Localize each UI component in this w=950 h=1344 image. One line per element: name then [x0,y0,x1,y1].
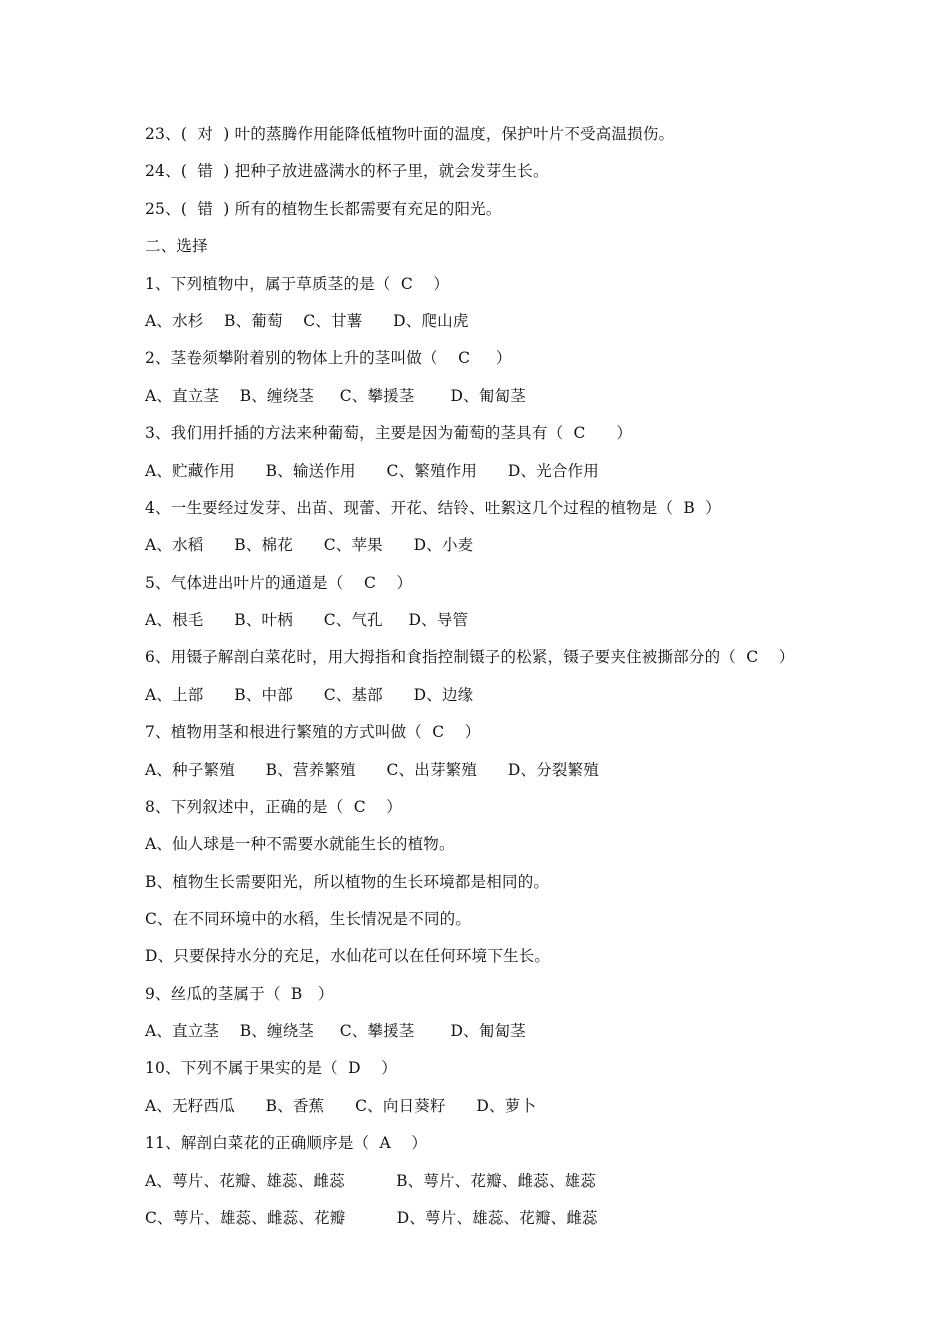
options-3: A、贮藏作用 B、输送作用 C、繁殖作用 D、光合作用 [145,462,599,480]
true-false-item-23: 23、( 对 ) 叶的蒸腾作用能降低植物叶面的温度，保护叶片不受高温损伤。 [145,125,675,143]
option-8d: D、只要保持水分的充足，水仙花可以在任何环境下生长。 [145,947,551,965]
question-9: 9、丝瓜的茎属于（ B ） [145,985,334,1003]
question-11: 11、解剖白菜花的正确顺序是（ A ） [145,1134,428,1152]
options-5: A、根毛 B、叶柄 C、气孔 D、导管 [145,611,469,629]
option-8b: B、植物生长需要阳光，所以植物的生长环境都是相同的。 [145,873,550,891]
option-8c: C、在不同环境中的水稻，生长情况是不同的。 [145,910,472,928]
true-false-item-25: 25、( 错 ) 所有的植物生长都需要有充足的阳光。 [145,200,502,218]
options-1: A、水杉 B、葡萄 C、甘薯 D、爬山虎 [145,312,469,330]
options-2: A、直立茎 B、缠绕茎 C、攀援茎 D、匍匐茎 [145,387,526,405]
options-7: A、种子繁殖 B、营养繁殖 C、出芽繁殖 D、分裂繁殖 [145,761,599,779]
question-10: 10、下列不属于果实的是（ D ） [145,1059,397,1077]
section-heading-choice: 二、选择 [145,237,208,255]
question-3: 3、我们用扦插的方法来种葡萄，主要是因为葡萄的茎具有（ C ） [145,424,633,442]
question-7: 7、植物用茎和根进行繁殖的方式叫做（ C ） [145,723,481,741]
question-8: 8、下列叙述中，正确的是（ C ） [145,798,402,816]
question-6: 6、用镊子解剖白菜花时，用大拇指和食指控制镊子的松紧，镊子要夹住被撕部分的（ C ） [145,648,795,666]
question-2: 2、茎卷须攀附着别的物体上升的茎叫做（ C ） [145,349,512,367]
options-9: A、直立茎 B、缠绕茎 C、攀援茎 D、匍匐茎 [145,1022,526,1040]
options-11-ab: A、萼片、花瓣、雄蕊、雌蕊 B、萼片、花瓣、雌蕊、雄蕊 [145,1172,597,1190]
true-false-item-24: 24、( 错 ) 把种子放进盛满水的杯子里，就会发芽生长。 [145,162,549,180]
question-5: 5、气体进出叶片的通道是（ C ） [145,574,413,592]
question-1: 1、下列植物中，属于草质茎的是（ C ） [145,275,450,293]
options-4: A、水稻 B、棉花 C、苹果 D、小麦 [145,536,474,554]
question-4: 4、一生要经过发芽、出苗、现蕾、开花、结铃、吐絮这几个过程的植物是（ B ） [145,499,721,517]
options-10: A、无籽西瓜 B、香蕉 C、向日葵籽 D、萝卜 [145,1097,537,1115]
options-11-cd: C、萼片、雄蕊、雌蕊、花瓣 D、萼片、雄蕊、花瓣、雌蕊 [145,1209,598,1227]
option-8a: A、仙人球是一种不需要水就能生长的植物。 [145,835,455,853]
options-6: A、上部 B、中部 C、基部 D、边缘 [145,686,474,704]
